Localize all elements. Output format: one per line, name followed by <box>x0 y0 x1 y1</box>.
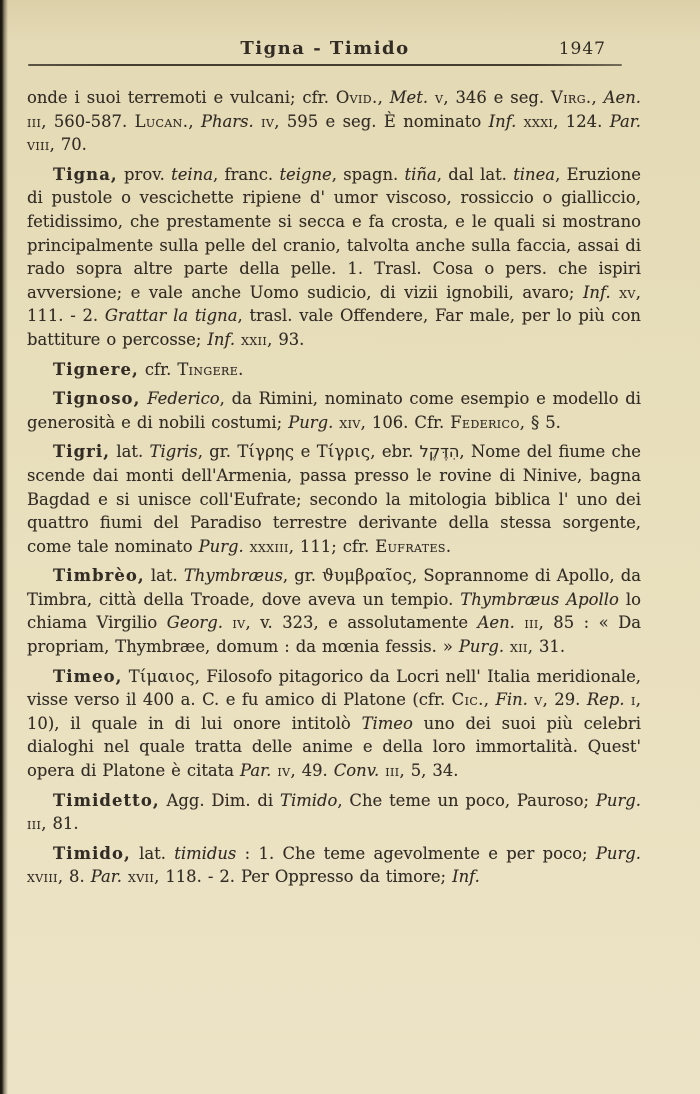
text-segment: Tignoso, <box>53 389 141 409</box>
text-segment: iv <box>261 111 275 131</box>
text-segment: Purg. <box>595 843 641 863</box>
text-segment: xv <box>619 282 636 302</box>
text-segment: Purg. <box>198 536 244 556</box>
text-segment: . <box>238 359 244 379</box>
text-segment: Timeo, <box>53 666 123 686</box>
text-segment: , trasl. vale Offendere, Far male, per lo più con battiture o percosse; <box>27 306 641 349</box>
text-segment: , 118. - 2. Per Oppresso da timore; <box>154 867 453 887</box>
text-segment: ϑυμβραῖος <box>322 566 412 586</box>
text-segment: Timido <box>280 790 338 810</box>
text-segment: , <box>591 88 604 107</box>
text-segment: Agg. Dim. di <box>159 790 281 810</box>
text-segment: Lucan. <box>134 111 189 131</box>
text-segment: Federico <box>450 412 520 432</box>
entry-tigri <box>27 440 641 558</box>
text-segment: , 31. <box>527 637 566 657</box>
text-segment: , gr. <box>282 566 323 586</box>
text-segment: Thymbræus Apollo <box>460 589 619 609</box>
scan-edge-shadow <box>0 0 8 1094</box>
text-segment: Eufrates <box>375 536 446 556</box>
text-segment: Purg. <box>288 412 334 432</box>
text-segment: Τίμαιος <box>128 666 195 686</box>
text-segment: Georg. <box>166 613 223 633</box>
text-segment: , franc. <box>212 164 280 184</box>
text-segment: cfr. <box>138 359 178 379</box>
text-segment: Thymbræus <box>183 566 283 586</box>
text-segment: Fin. <box>495 690 528 710</box>
text-segment: , 5, 34. <box>399 761 459 781</box>
text-segment: Purg. <box>458 637 505 657</box>
text-segment: Inf. <box>452 867 480 887</box>
text-segment: Par. <box>609 111 641 131</box>
text-segment: , Filosofo pitagorico da Locri nell' Italia meridionale, visse verso il 400 a. C. e fu amico di Platone (cfr. <box>27 666 641 710</box>
text-segment: xii <box>510 637 528 657</box>
text-segment <box>428 88 435 107</box>
text-segment: Timeo <box>361 713 413 733</box>
text-segment: , 8. <box>57 867 91 887</box>
text-segment: Federico <box>147 389 220 409</box>
text-segment: , dal lat. <box>436 164 514 184</box>
text-segment <box>515 613 524 632</box>
text-segment: i <box>631 690 636 710</box>
text-segment: Aen. <box>603 88 641 107</box>
text-segment: tinea <box>513 164 556 184</box>
text-segment: Inf. <box>488 111 517 131</box>
text-segment: iii <box>27 814 42 834</box>
text-segment: Timidetto, <box>53 790 160 810</box>
text-segment: , 49. <box>290 761 334 781</box>
text-segment: , <box>483 690 496 710</box>
text-segment: Timbrèo, <box>53 566 145 586</box>
entry-tignere <box>27 358 641 382</box>
paragraph-continuation <box>27 86 641 157</box>
entry-timeo <box>27 665 641 783</box>
text-segment: Tigna, <box>53 164 118 184</box>
text-segment: Tingere <box>177 359 239 379</box>
text-segment: Inf. <box>582 282 611 302</box>
page-number: 1947 <box>558 39 606 59</box>
text-segment: v <box>534 690 543 710</box>
text-segment: Τίγρης <box>237 442 295 462</box>
text-segment: , 111. - 2. <box>27 282 641 326</box>
header-rule <box>28 64 622 66</box>
text-segment: , 560-587. <box>41 111 135 131</box>
text-segment: timidus <box>174 843 237 863</box>
text-segment: , § 5. <box>519 412 561 432</box>
text-segment: teina <box>171 164 213 184</box>
text-segment: lo chiama Virgilio <box>27 589 641 633</box>
entry-tigna <box>27 163 641 352</box>
text-segment: teigne <box>279 164 332 184</box>
text-segment: iv <box>277 761 291 781</box>
text-segment: iii <box>524 613 539 633</box>
entry-timidetto <box>27 789 641 836</box>
text-segment: iii <box>385 761 400 781</box>
text-segment: uno dei suoi più celebri dialoghi nel quale tratta delle anime e della loro immortalità. Quest' opera di Platone è citata <box>27 713 641 781</box>
text-segment: xxii <box>241 329 268 349</box>
text-segment: xviii <box>27 867 58 887</box>
text-segment: xxxiii <box>249 536 289 556</box>
header-title: Tigna - Timido <box>240 38 410 59</box>
text-segment: lat. <box>130 843 175 863</box>
text-segment: , <box>377 88 390 107</box>
text-segment: , spagn. <box>331 164 405 184</box>
text-segment: , <box>188 111 201 131</box>
text-segment: , Soprannome di Apollo, da Timbra, città della Troade, dove aveva un tempio. <box>27 566 641 609</box>
text-segment: Par. <box>90 867 122 887</box>
text-segment: , 70. <box>49 135 87 155</box>
text-segment: xxxi <box>523 111 554 131</box>
text-segment: xiv <box>339 412 361 432</box>
text-segment: Virg. <box>551 88 592 107</box>
text-segment: Timido, <box>53 843 131 863</box>
text-segment: viii <box>27 135 50 155</box>
text-block <box>27 86 641 889</box>
text-segment: , 346 e seg. <box>443 88 552 107</box>
text-segment: v <box>434 88 444 107</box>
text-segment <box>223 613 232 632</box>
text-segment: , 81. <box>41 814 79 834</box>
text-segment: Inf. <box>207 329 236 349</box>
text-segment: הִדֶּקֶל <box>419 442 460 462</box>
text-segment: e <box>294 442 317 462</box>
text-segment: , 111; cfr. <box>288 536 376 556</box>
text-segment: Rep. <box>586 690 625 710</box>
text-segment: , ebr. <box>370 442 420 462</box>
text-segment: , 10), il quale in di lui onore intitolò <box>27 690 641 733</box>
text-segment: Tigri, <box>53 442 111 462</box>
text-segment <box>516 112 523 131</box>
text-segment: Aen. <box>477 613 515 633</box>
text-segment: tiña <box>404 164 437 184</box>
entry-timbreo <box>27 564 641 658</box>
text-segment: xvii <box>128 867 155 887</box>
text-segment: Conv. <box>333 761 380 781</box>
text-segment: onde i suoi terremoti e vulcani; cfr. <box>27 88 336 107</box>
text-segment: , 124. <box>553 111 610 131</box>
text-segment: prov. <box>117 164 172 184</box>
text-segment: iii <box>27 111 42 131</box>
text-segment <box>611 283 620 302</box>
text-segment: , gr. <box>197 442 238 462</box>
text-segment: , v. 323, e assolutamente <box>245 613 478 633</box>
text-segment: , 85 : « Da propriam, Thymbræe, domum : da mœnia fessis. » <box>27 613 642 657</box>
text-segment: Purg. <box>595 790 642 810</box>
text-segment: , 106. Cfr. <box>360 412 451 432</box>
text-segment: , 595 e seg. È nominato <box>274 111 489 131</box>
entry-tignoso <box>27 387 641 434</box>
text-segment: Met. <box>389 88 429 107</box>
text-segment: , 29. <box>542 690 587 710</box>
entry-timido <box>27 842 641 889</box>
text-segment: Phars. <box>200 111 254 131</box>
text-segment: iv <box>232 613 246 633</box>
text-segment: Grattar la tigna <box>104 306 238 326</box>
text-segment: Par. <box>240 761 272 781</box>
text-segment: Tigris <box>149 442 198 462</box>
text-segment: Cic. <box>451 690 484 710</box>
running-header <box>28 38 622 59</box>
text-segment: , 93. <box>267 329 305 349</box>
text-segment: , Nome del fiume che scende dai monti dell'Armenia, passa presso le rovine di Ninive, bagna Bagdad e si unisce coll'Eufrate; secondo la mitologia biblica l' uno dei quattro fiumi del Paradiso terrestre derivante della stessa sorgente, come tale nominato <box>27 442 641 556</box>
text-segment: lat. <box>110 442 150 462</box>
text-segment: , da Rimini, nominato come esempio e modello di generosità e di nobili costumi; <box>27 389 641 432</box>
text-segment: Ovid. <box>335 88 378 107</box>
text-segment: , Eruzione di pustole o vescichette ripiene d' umor viscoso, rossiccio o gialliccio, fetidissimo, che prestamente si secca e fa crosta, e le quali si mostrano principalmente sulla pelle del cranio, talvolta anche sulla faccia, assai di rado sopra altre parte della pelle. 1. Trasl. Cosa o pers. che ispiri avversione; e vale anche Uomo sudicio, di vizii ignobili, avaro; <box>27 164 641 302</box>
text-segment: lat. <box>144 566 184 586</box>
text-segment: . <box>445 536 452 556</box>
text-segment: : 1. Che teme agevolmente e per poco; <box>236 843 596 863</box>
text-segment: , Che teme un poco, Pauroso; <box>337 790 596 810</box>
text-segment: Tignere, <box>53 359 139 379</box>
text-segment: Τίγρις <box>316 442 371 462</box>
